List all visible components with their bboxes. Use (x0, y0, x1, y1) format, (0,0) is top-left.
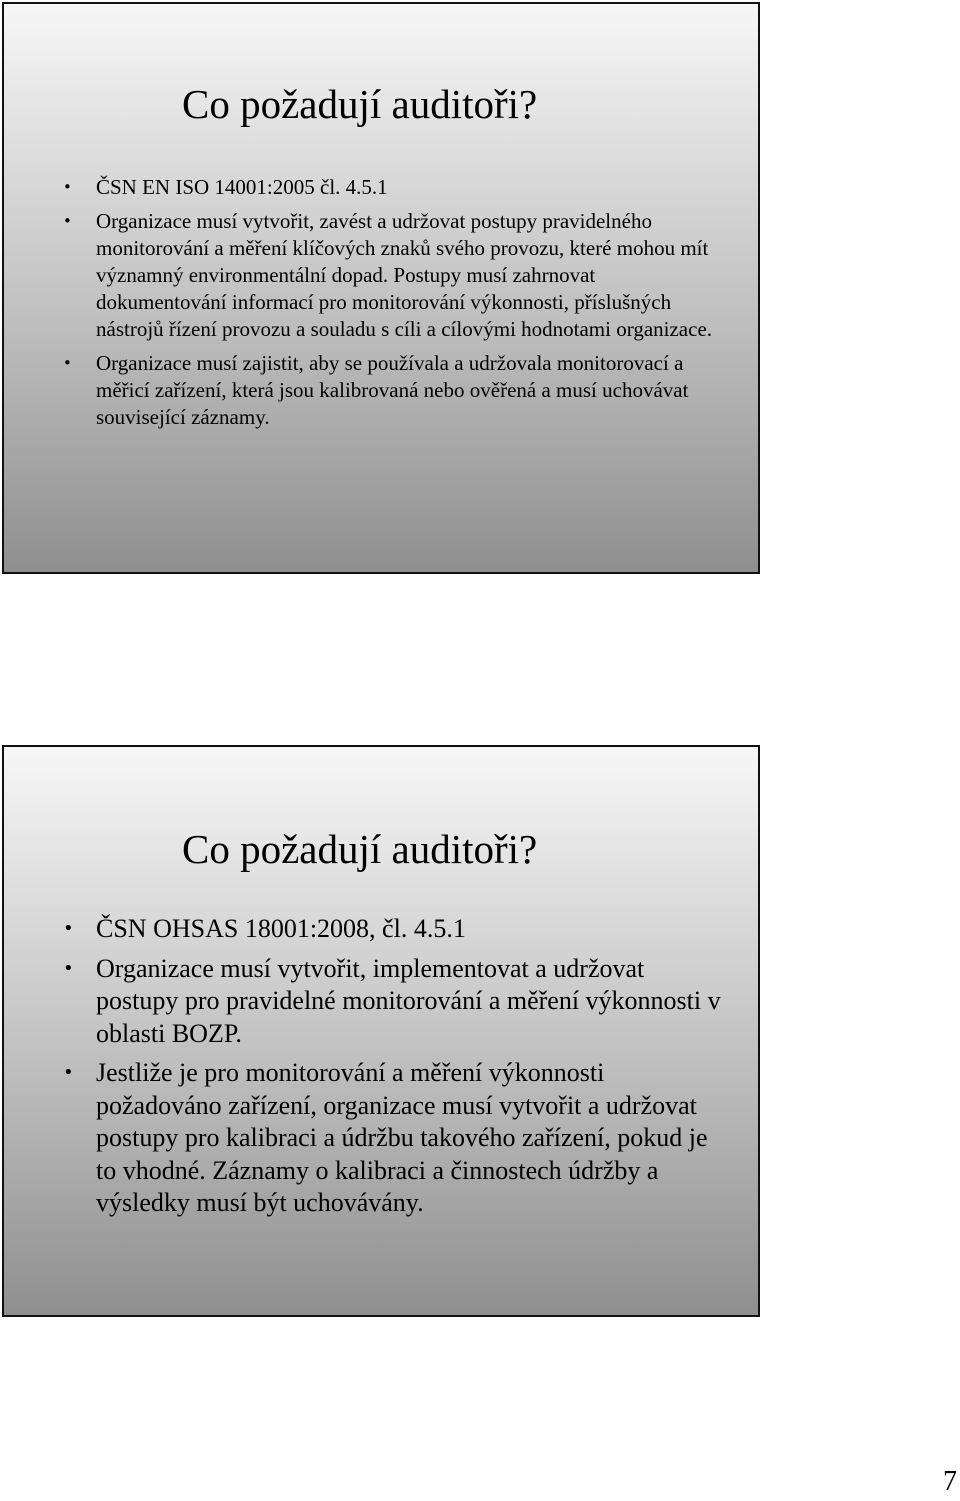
bullet-text: Organizace musí zajistit, aby se používala a udržovala monitorovací a měřicí zařízení, která jsou kalibrovaná nebo ověřená a musí uchovávat související záznamy. (96, 351, 689, 429)
bullet-item (56, 1057, 730, 1220)
bullet-item (56, 350, 730, 431)
bullet-text: ČSN OHSAS 18001:2008, čl. 4.5.1 (96, 914, 466, 943)
bullet-text: ČSN EN ISO 14001:2005 čl. 4.5.1 (96, 175, 388, 199)
slide-1 (2, 2, 760, 574)
bullet-item (56, 913, 730, 946)
slide-1-bullet-list (56, 174, 730, 438)
bullet-icon: • (63, 918, 74, 939)
bullet-icon: • (63, 212, 72, 230)
bullet-item (56, 208, 730, 343)
slide-2-bullet-list (56, 913, 730, 1227)
bullet-text: Organizace musí vytvořit, zavést a udržovat postupy pravidelného monitorování a měření klíčových znaků svého provozu, které mohou mít významný environmentální dopad. Postupy musí zahrnovat dokumentování informací pro monitorování výkonnosti, příslušných nástrojů řízení provozu a souladu s cíli a cílovými hodnotami organizace. (96, 209, 713, 341)
bullet-icon: • (63, 354, 72, 372)
bullet-item (56, 174, 730, 201)
bullet-text: Jestliže je pro monitorování a měření výkonnosti požadováno zařízení, organizace musí vytvořit a udržovat postupy pro kalibraci a údržbu takového zařízení, pokud je to vhodné. Záznamy o kalibraci a činnostech údržby a výsledky musí být uchovávány. (96, 1058, 708, 1217)
bullet-icon: • (63, 957, 74, 979)
slide-2 (2, 745, 760, 1317)
slide-1-title: Co požadují auditoři? (182, 81, 538, 127)
slide-2-title: Co požadují auditoři? (182, 826, 538, 872)
bullet-text: Organizace musí vytvořit, implementovat a udržovat postupy pro pravidelné monitorování a měření výkonnosti v oblasti BOZP. (96, 953, 721, 1048)
bullet-item (56, 953, 730, 1051)
bullet-icon: • (63, 1062, 74, 1083)
bullet-icon: • (63, 178, 72, 196)
page-number: 7 (943, 1466, 957, 1497)
